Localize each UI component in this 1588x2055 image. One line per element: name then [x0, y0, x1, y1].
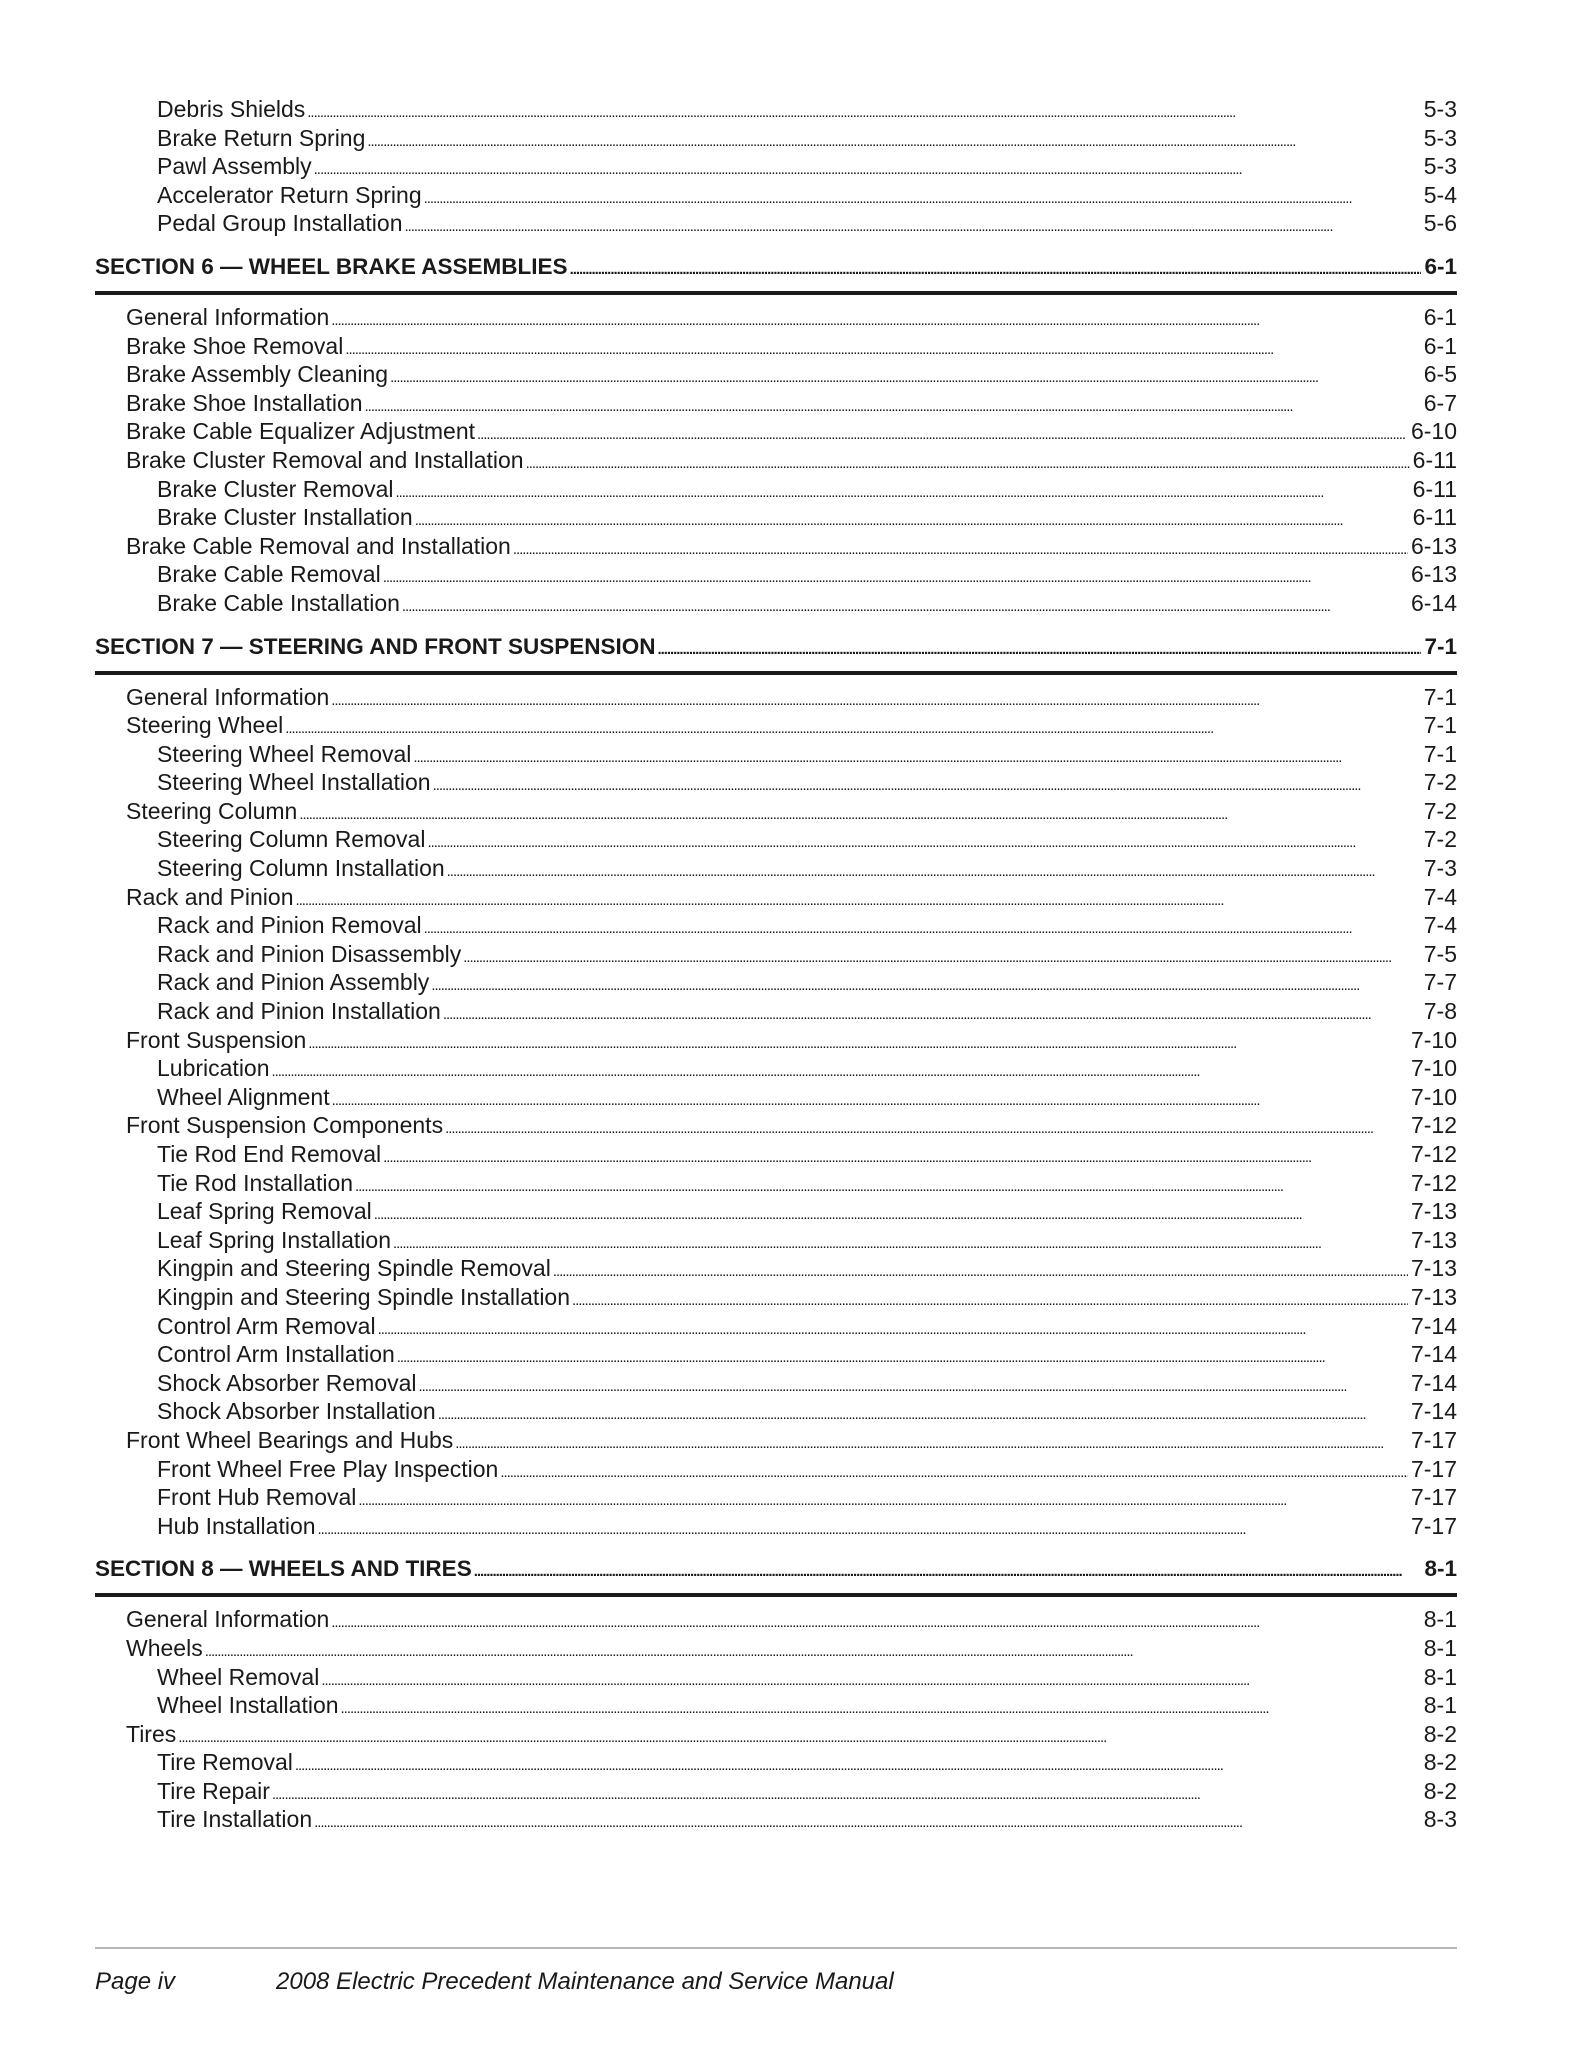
toc-page-number: 7-17: [1410, 1484, 1457, 1511]
toc-entry[interactable]: [95, 1426, 1457, 1455]
toc-entry[interactable]: [95, 589, 1457, 618]
toc-section: [95, 252, 1457, 618]
toc-entry[interactable]: [95, 303, 1457, 332]
section-divider: [95, 291, 1457, 295]
toc-entry[interactable]: [95, 532, 1457, 561]
toc-entry[interactable]: [95, 1111, 1457, 1140]
dot-leader: [405, 209, 1421, 242]
toc-entry[interactable]: [95, 1197, 1457, 1226]
toc-page-number: 7-1: [1423, 740, 1457, 767]
toc-page-number: 6-11: [1412, 475, 1457, 502]
toc-entry[interactable]: [95, 968, 1457, 997]
toc-entry-title: Lubrication: [157, 1055, 270, 1082]
toc-page-number: 7-1: [1423, 683, 1457, 710]
toc-entry-title: Steering Column: [126, 797, 298, 824]
toc-page-number: 6-11: [1412, 446, 1457, 473]
toc-entry[interactable]: [95, 1397, 1457, 1426]
toc-entry[interactable]: [95, 446, 1457, 475]
dot-leader: [657, 632, 1421, 665]
toc-entry[interactable]: [95, 417, 1457, 446]
toc-entry-title: Tires: [126, 1720, 177, 1747]
toc-page-number: 8-3: [1423, 1806, 1457, 1833]
toc-entry[interactable]: [95, 1748, 1457, 1777]
page-number: Page iv: [95, 1968, 176, 1995]
toc-entry[interactable]: [95, 1605, 1457, 1634]
toc-entry-title: Kingpin and Steering Spindle Removal: [157, 1255, 551, 1282]
toc-entry-title: Brake Cable Removal and Installation: [126, 532, 511, 559]
toc-entry-title: Wheel Installation: [157, 1692, 339, 1719]
toc-entry[interactable]: [95, 124, 1457, 153]
table-of-contents: [95, 95, 1457, 1834]
toc-entry-title: Tire Installation: [157, 1806, 313, 1833]
toc-entry-title: Rack and Pinion Assembly: [157, 969, 430, 996]
toc-entry[interactable]: [95, 1512, 1457, 1541]
toc-entry[interactable]: [95, 883, 1457, 912]
toc-entry-title: Shock Absorber Removal: [157, 1369, 417, 1396]
toc-entry-title: Hub Installation: [157, 1512, 316, 1539]
toc-entry[interactable]: [95, 95, 1457, 124]
toc-page-number: 7-17: [1410, 1455, 1457, 1482]
toc-entry[interactable]: [95, 711, 1457, 740]
toc-entry[interactable]: [95, 825, 1457, 854]
toc-entry[interactable]: [95, 560, 1457, 589]
toc-entry-title: Steering Wheel Removal: [157, 740, 412, 767]
toc-page-number: 7-13: [1410, 1255, 1457, 1282]
toc-entry[interactable]: [95, 152, 1457, 181]
toc-entry[interactable]: [95, 1340, 1457, 1369]
toc-entry-title: Brake Cable Installation: [157, 589, 400, 616]
toc-page-number: 7-14: [1410, 1341, 1457, 1368]
section-divider: [95, 671, 1457, 675]
toc-entry[interactable]: [95, 683, 1457, 712]
toc-entry[interactable]: [95, 1026, 1457, 1055]
toc-page-number: 8-1: [1423, 1634, 1457, 1661]
section-heading[interactable]: [95, 632, 1457, 662]
toc-entry-title: Wheel Alignment: [157, 1083, 330, 1110]
toc-entry[interactable]: [95, 209, 1457, 238]
toc-entry[interactable]: [95, 360, 1457, 389]
toc-page-number: 7-10: [1410, 1055, 1457, 1082]
section-divider: [95, 1593, 1457, 1597]
toc-entry[interactable]: [95, 1254, 1457, 1283]
toc-entry-title: Tire Repair: [157, 1777, 270, 1804]
toc-page-number: 6-5: [1423, 361, 1457, 388]
toc-entry-title: Leaf Spring Removal: [157, 1198, 372, 1225]
toc-entry-title: Front Suspension: [126, 1026, 307, 1053]
toc-entry[interactable]: [95, 181, 1457, 210]
toc-entry-title: Steering Column Removal: [157, 826, 426, 853]
toc-page-number: 7-14: [1410, 1369, 1457, 1396]
toc-entry[interactable]: [95, 940, 1457, 969]
section-heading[interactable]: [95, 1554, 1457, 1584]
toc-entry-title: Brake Return Spring: [157, 124, 366, 151]
dot-leader: [402, 589, 1408, 622]
toc-entry[interactable]: [95, 797, 1457, 826]
toc-page-number: 7-5: [1423, 940, 1457, 967]
toc-entry-title: SECTION 7 — STEERING AND FRONT SUSPENSION: [95, 633, 656, 659]
toc-page-number: 6-10: [1410, 418, 1457, 445]
toc-entry-title: Front Wheel Free Play Inspection: [157, 1455, 499, 1482]
toc-page-number: 7-1: [1423, 712, 1457, 739]
toc-page-number: 7-14: [1410, 1398, 1457, 1425]
toc-page-number: 8-2: [1423, 1720, 1457, 1747]
toc-page-number: 6-7: [1423, 389, 1457, 416]
toc-entry-title: Steering Column Installation: [157, 855, 445, 882]
toc-entry[interactable]: [95, 768, 1457, 797]
toc-entry-title: Brake Cluster Removal: [157, 475, 394, 502]
toc-page-number: 6-14: [1410, 589, 1457, 616]
toc-page-number: 7-14: [1410, 1312, 1457, 1339]
toc-entry-title: General Information: [126, 1606, 330, 1633]
toc-page-number: 6-1: [1423, 332, 1457, 359]
toc-entry-title: Wheel Removal: [157, 1663, 320, 1690]
toc-entry-title: Brake Cluster Removal and Installation: [126, 446, 524, 473]
toc-page-number: 7-10: [1410, 1083, 1457, 1110]
toc-entry[interactable]: [95, 911, 1457, 940]
toc-entry-title: Shock Absorber Installation: [157, 1398, 436, 1425]
toc-page-number: 5-6: [1423, 210, 1457, 237]
toc-page-number: 6-1: [1424, 253, 1457, 279]
section-heading[interactable]: [95, 252, 1457, 282]
toc-page-number: 7-13: [1410, 1198, 1457, 1225]
toc-page-number: 7-8: [1423, 998, 1457, 1025]
toc-entry[interactable]: [95, 1805, 1457, 1834]
continued-entries: [95, 95, 1457, 238]
toc-entry[interactable]: [95, 332, 1457, 361]
toc-page-number: 8-1: [1424, 1556, 1457, 1582]
toc-page-number: 7-2: [1423, 769, 1457, 796]
toc-entry-title: Steering Wheel: [126, 712, 284, 739]
toc-entry[interactable]: [95, 1083, 1457, 1112]
toc-page-number: 7-17: [1410, 1512, 1457, 1539]
toc-entry-title: Rack and Pinion Removal: [157, 912, 422, 939]
toc-entry-title: Debris Shields: [157, 96, 306, 122]
toc-entry-title: Pedal Group Installation: [157, 210, 403, 237]
toc-entry[interactable]: [95, 1369, 1457, 1398]
toc-page-number: 7-1: [1424, 633, 1457, 659]
toc-entry-title: Accelerator Return Spring: [157, 181, 422, 208]
toc-page-number: 5-3: [1423, 124, 1457, 151]
toc-entry[interactable]: [95, 475, 1457, 504]
toc-entry-title: Rack and Pinion: [126, 883, 294, 910]
toc-entry-title: General Information: [126, 683, 330, 710]
toc-entry-title: Kingpin and Steering Spindle Installation: [157, 1283, 571, 1310]
toc-entry-title: Control Arm Installation: [157, 1341, 395, 1368]
footer-divider: [95, 1947, 1457, 1949]
toc-page-number: 7-13: [1410, 1283, 1457, 1310]
toc-entry-title: Brake Cluster Installation: [157, 504, 413, 531]
toc-entry-title: Front Hub Removal: [157, 1484, 357, 1511]
dot-leader: [474, 1554, 1422, 1587]
toc-page-number: 6-13: [1410, 561, 1457, 588]
toc-entry[interactable]: [95, 1691, 1457, 1720]
toc-entry-title: General Information: [126, 303, 330, 330]
toc-page-number: 7-7: [1423, 969, 1457, 996]
toc-entry[interactable]: [95, 1663, 1457, 1692]
toc-entry-title: Pawl Assembly: [157, 153, 312, 180]
toc-page-number: 8-1: [1423, 1692, 1457, 1719]
toc-entry[interactable]: [95, 1483, 1457, 1512]
toc-entry-title: Brake Shoe Removal: [126, 332, 344, 359]
toc-entry[interactable]: [95, 1283, 1457, 1312]
toc-entry-title: SECTION 8 — WHEELS AND TIRES: [95, 1556, 472, 1582]
toc-entry[interactable]: [95, 1312, 1457, 1341]
toc-page-number: 6-13: [1410, 532, 1457, 559]
toc-entry[interactable]: [95, 1634, 1457, 1663]
toc-entry-title: Steering Wheel Installation: [157, 769, 431, 796]
toc-page-number: 7-12: [1410, 1112, 1457, 1139]
toc-entry-title: Brake Cable Removal: [157, 561, 381, 588]
toc-entry[interactable]: [95, 1455, 1457, 1484]
toc-page-number: 5-3: [1423, 96, 1457, 122]
toc-entry[interactable]: [95, 1169, 1457, 1198]
toc-page-number: 7-17: [1410, 1426, 1457, 1453]
toc-entry[interactable]: [95, 1777, 1457, 1806]
toc-page-number: 7-4: [1423, 883, 1457, 910]
toc-entry[interactable]: [95, 503, 1457, 532]
toc-entry-title: Rack and Pinion Installation: [157, 998, 441, 1025]
toc-entry-title: Tie Rod Installation: [157, 1169, 354, 1196]
toc-page-number: 7-12: [1410, 1169, 1457, 1196]
toc-page-number: 5-4: [1423, 181, 1457, 208]
toc-entry-title: Front Suspension Components: [126, 1112, 444, 1139]
manual-title: 2008 Electric Precedent Maintenance and Service Manual: [276, 1968, 894, 1995]
toc-entry[interactable]: [95, 1054, 1457, 1083]
toc-page-number: 6-1: [1423, 303, 1457, 330]
toc-entry[interactable]: [95, 389, 1457, 418]
toc-entry-title: Front Wheel Bearings and Hubs: [126, 1426, 454, 1453]
toc-entry-title: Leaf Spring Installation: [157, 1226, 391, 1253]
toc-page-number: 8-2: [1423, 1777, 1457, 1804]
toc-page-number: 7-10: [1410, 1026, 1457, 1053]
toc-entry-title: Brake Assembly Cleaning: [126, 361, 389, 388]
toc-entry-title: Brake Shoe Installation: [126, 389, 363, 416]
toc-page-number: 7-2: [1423, 797, 1457, 824]
toc-page-number: 6-11: [1412, 504, 1457, 531]
toc-page-number: 5-3: [1423, 153, 1457, 180]
dot-leader: [314, 1805, 1421, 1838]
dot-leader: [570, 252, 1422, 285]
toc-entry-title: Brake Cable Equalizer Adjustment: [126, 418, 476, 445]
toc-entry[interactable]: [95, 1720, 1457, 1749]
toc-entry[interactable]: [95, 997, 1457, 1026]
toc-page-number: 8-2: [1423, 1749, 1457, 1776]
toc-entry-title: SECTION 6 — WHEEL BRAKE ASSEMBLIES: [95, 253, 568, 279]
toc-entry-title: Control Arm Removal: [157, 1312, 376, 1339]
toc-entry-title: Tire Removal: [157, 1749, 293, 1776]
toc-page-number: 7-12: [1410, 1141, 1457, 1167]
toc-section: [95, 632, 1457, 1541]
toc-page-number: 8-1: [1423, 1606, 1457, 1633]
toc-page-number: 7-4: [1423, 912, 1457, 939]
toc-entry[interactable]: [95, 1140, 1457, 1169]
toc-page-number: 7-13: [1410, 1226, 1457, 1253]
toc-page-number: 7-3: [1423, 855, 1457, 882]
toc-section: [95, 1554, 1457, 1834]
toc-page-number: 7-2: [1423, 826, 1457, 853]
toc-page-number: 8-1: [1423, 1663, 1457, 1690]
toc-entry-title: Rack and Pinion Disassembly: [157, 940, 462, 967]
toc-entry[interactable]: [95, 1226, 1457, 1255]
toc-entry-title: Tie Rod End Removal: [157, 1141, 382, 1167]
toc-entry[interactable]: [95, 854, 1457, 883]
dot-leader: [318, 1512, 1408, 1545]
toc-sections: [95, 252, 1457, 1834]
toc-entry-title: Wheels: [126, 1634, 203, 1661]
toc-entry[interactable]: [95, 740, 1457, 769]
